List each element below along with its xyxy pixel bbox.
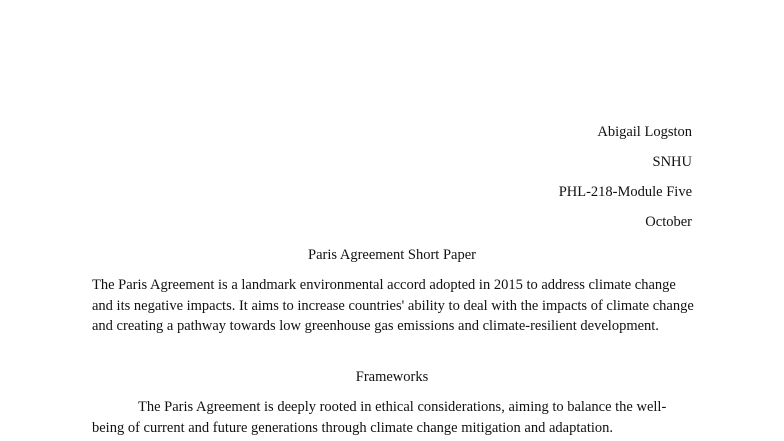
author-name: Abigail Logston bbox=[597, 124, 692, 140]
section-heading-frameworks: Frameworks bbox=[355, 369, 429, 385]
author-header bbox=[559, 122, 692, 242]
course-name: PHL-218-Module Five bbox=[558, 184, 692, 200]
institution-name: SNHU bbox=[652, 154, 692, 170]
frameworks-paragraph: The Paris Agreement is deeply rooted in ethical considerations, aiming to balance the well-being of current and future generations through climate change mitigation and adaptation. bbox=[92, 399, 667, 436]
date-line: October bbox=[645, 214, 692, 230]
paper-title: Paris Agreement Short Paper bbox=[308, 247, 476, 263]
intro-paragraph: The Paris Agreement is a landmark environmental accord adopted in 2015 to address climate change and its negative impacts. It aims to increase countries' ability to deal with the impacts of climate change and creating a pathway towards low greenhouse gas emissions and climate-resilient development. bbox=[92, 277, 694, 334]
